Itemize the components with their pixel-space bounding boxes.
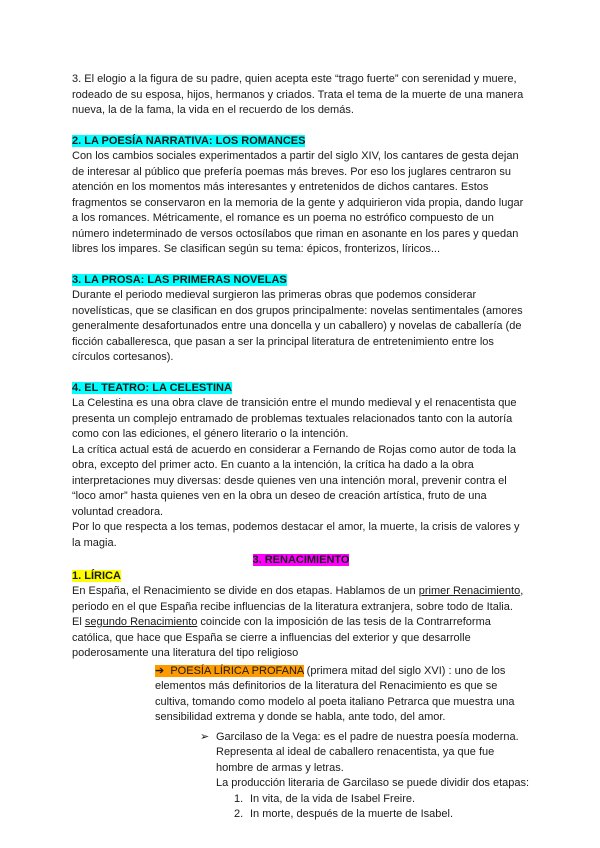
section-heading-romances <box>72 134 530 150</box>
garcilaso-production-line: La producción literaria de Garcilaso se puede dividir dos etapas: <box>216 777 530 789</box>
document-content <box>72 72 530 823</box>
romances-paragraph: Con los cambios sociales experimentados a partir del siglo XIV, los cantares de gesta dejan de interesar al público que prefería poemas más breves. Por eso los juglares centraron su atención en los momentos más interesantes y entretenidos de dichos cantares. Estos fragmentos se conservaron en la memoria de la gente y adquirieron vida propia, dando lugar a los romances. Métricamente, el romance es un poema no estrófico compuesto de un número indeterminado de versos octosílabos que riman en asonante en los pares y quedan libres los impares. Se clasifican según su tema: épicos, fronterizos, líricos... <box>72 150 524 255</box>
sub-bullet-text: Garcilaso de la Vega: es el padre de nuestra poesía moderna. Representa al ideal de caballero renacentista, ya que fue hombre de armas y letras. <box>216 730 519 774</box>
lirica-heading-text: 1. LÍRICA <box>72 569 121 582</box>
teatro-paragraph-1: La Celestina es una obra clave de transición entre el mundo medieval y el renacentista que presenta un complejo entramado de problemas textuales relacionados tanto con la autoría como con las ediciones, el género literario o la intención. <box>72 397 517 440</box>
heading-teatro-text: 4. EL TEATRO: LA CELESTINA <box>72 381 232 394</box>
intro-paragraph: 3. El elogio a la figura de su padre, quien acepta este “trago fuerte” con serenidad y muere, rodeado de su esposa, hijos, hermanos y criados. Trata el tema de la muerte de una manera nueva, la de la fama, la vida en el recuerdo de los demás. <box>72 73 524 116</box>
bullet-poesia-lirica-profana <box>72 664 530 726</box>
list-item-text: In morte, después de la muerte de Isabel. <box>250 808 454 820</box>
renacimiento-paragraph-2 <box>72 615 530 662</box>
bullet-label: POESÍA LÍRICA PROFANA <box>170 664 304 677</box>
list-item <box>72 807 530 823</box>
p1-text-before: En España, el Renacimiento se divide en dos etapas. Hablamos de un <box>72 585 419 597</box>
p2-text-before: El <box>72 616 85 628</box>
renacimiento-paragraph-1 <box>72 584 530 615</box>
list-item <box>72 792 530 808</box>
renacimiento-title <box>72 553 530 569</box>
section-heading-teatro <box>72 381 530 397</box>
prosa-paragraph: Durante el periodo medieval surgieron las primeras obras que podemos considerar novelísticas, que se clasifican en dos grupos principalmente: novelas sentimentales (amores generalmente desafortunados entre una doncella y un caballero) y novelas de caballería (de ficción caballeresca, que pasan a ser la principal literatura de entretenimiento entre los círculos cortesanos). <box>72 289 523 363</box>
lirica-heading <box>72 569 530 585</box>
list-number: 2. <box>234 808 244 820</box>
heading-prosa-text: 3. LA PROSA: LAS PRIMERAS NOVELAS <box>72 273 287 286</box>
p2-text-after: coincide con la imposición de las tesis de la Contrarreforma católica, que hace que España se cierre a influencias del exterior y que desarrolle poderosamente una literatura del tipo religioso <box>72 616 491 659</box>
sub-bullet-garcilaso <box>72 730 530 777</box>
teatro-paragraph-3: Por lo que respecta a los temas, podemos destacar el amor, la muerte, la crisis de valores y la magia. <box>72 521 520 549</box>
primer-renacimiento-term: primer Renacimiento <box>418 585 521 597</box>
renacimiento-title-text: 3. RENACIMIENTO <box>252 554 350 566</box>
list-item-text: In vita, de la vida de Isabel Freire. <box>250 792 416 805</box>
teatro-paragraph-2: La crítica actual está de acuerdo en considerar a Fernando de Rojas como autor de toda la obra, excepto del primer acto. En cuanto a la intención, la crítica ha dado a la obra interpretaciones muy diversas: desde quienes ven una intención moral, prevenir contra el “loco amor” hasta quienes ven en la obra un deseo de creación artística, fruto de una voluntad creadora. <box>72 443 516 518</box>
list-number: 1. <box>234 792 244 805</box>
sub-bullet-arrowhead-icon: ➢ <box>200 730 210 743</box>
segundo-renacimiento-term: segundo Renacimiento <box>84 616 198 628</box>
p1-text-after: , periodo en el que España recibe influencias de la literatura extranjera, sobre todo de Italia. <box>72 585 524 613</box>
bullet-highlight <box>155 665 304 677</box>
section-heading-prosa <box>72 273 530 289</box>
arrow-bullet-icon: ➔ <box>155 664 165 677</box>
heading-romances-text: 2. LA POESÍA NARRATIVA: LOS ROMANCES <box>72 134 306 147</box>
bullet-text: (primera mitad del siglo XVI) : uno de los elementos más definitorios de la literatura del Renacimiento es que se cultiva, tomando como modelo al poeta italiano Petrarca que muestra una sensibilidad extrema y donde se habla, ante todo, del amor. <box>155 664 515 723</box>
